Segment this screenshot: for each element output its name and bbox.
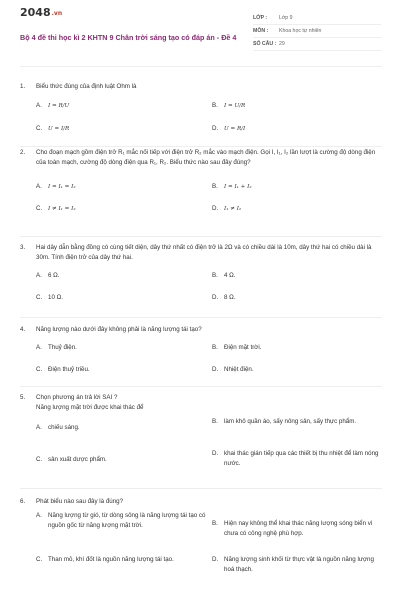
option-text: sản xuất dược phẩm. bbox=[48, 456, 107, 463]
option-text: Thuỷ điện. bbox=[48, 344, 77, 351]
question-number: 6. bbox=[20, 498, 26, 505]
question-number: 1. bbox=[20, 83, 26, 90]
option-a[interactable] bbox=[36, 182, 76, 192]
option-text: làm khô quần áo, sấy nông sản, sấy thực phẩm. bbox=[224, 418, 357, 425]
option-text: 6 Ω. bbox=[48, 272, 60, 279]
info-table bbox=[253, 12, 381, 51]
option-text: I = I₁ = I₂ bbox=[48, 184, 76, 190]
question-number: 2. bbox=[20, 149, 26, 156]
question-divider bbox=[20, 146, 382, 147]
question-number: 3. bbox=[20, 244, 26, 251]
option-letter: C. bbox=[36, 456, 43, 463]
option-c[interactable] bbox=[36, 293, 63, 303]
option-letter: D. bbox=[212, 366, 219, 373]
option-d[interactable] bbox=[212, 293, 236, 303]
question-text: Cho đoạn mạch gồm điện trở R₁ mắc nối tiếp với điện trở R₂ mắc vào mạch điện. Gọi I, I₁, I₂ lần lượt là cường độ dòng điện của toàn mạch, cường độ dòng điện qua R₁, R₂. Biểu thức nào sau đây đúng? bbox=[36, 149, 376, 166]
option-letter: D. bbox=[212, 205, 219, 212]
option-text: 10 Ω. bbox=[48, 294, 63, 301]
option-text: Hiện nay không thể khai thác năng lượng sóng biển vì chưa có công nghệ phù hợp. bbox=[224, 520, 373, 537]
option-c[interactable] bbox=[36, 365, 90, 375]
option-text: U = I/R bbox=[48, 126, 70, 132]
option-letter: A. bbox=[36, 102, 42, 109]
option-text: Than mỏ, khí đốt là nguồn năng lượng tái tạo. bbox=[48, 556, 174, 563]
question-number: 4. bbox=[20, 326, 26, 333]
question-text: Chọn phương án trả lời SAI ? bbox=[36, 394, 118, 401]
option-letter: B. bbox=[212, 183, 218, 190]
question-number: 5. bbox=[20, 394, 26, 401]
question-divider bbox=[20, 386, 382, 387]
option-text: I₁ ≠ I₂ bbox=[224, 206, 242, 212]
option-d[interactable] bbox=[212, 124, 245, 134]
option-b[interactable] bbox=[212, 343, 261, 353]
document-title: Bộ 4 đề thi học kì 2 KHTN 9 Chân trời sáng tạo có đáp án - Đề 4 bbox=[20, 33, 237, 42]
option-letter: B. bbox=[212, 418, 218, 425]
option-a[interactable] bbox=[36, 343, 77, 353]
question-text: Hai dây dẫn bằng đồng có cùng tiết diện, dây thứ nhất có điện trở là 2Ω và có chiều dài là 10m, dây thứ hai có chiều dài là 30m. Tính điện trở của dây thứ hai. bbox=[36, 244, 372, 261]
question-2 bbox=[20, 148, 382, 236]
info-row-count bbox=[253, 38, 381, 51]
option-text: 4 Ω. bbox=[224, 272, 236, 279]
option-letter: C. bbox=[36, 205, 43, 212]
option-letter: A. bbox=[36, 272, 42, 279]
option-letter: B. bbox=[212, 272, 218, 279]
option-b[interactable] bbox=[212, 101, 245, 111]
option-b[interactable] bbox=[212, 519, 382, 539]
option-letter: D. bbox=[212, 450, 219, 457]
option-letter: B. bbox=[212, 520, 218, 527]
question-text: Năng lượng nào dưới đây không phải là năng lượng tái tạo? bbox=[36, 326, 202, 333]
option-text: I ≠ I₁ = I₂ bbox=[48, 206, 76, 212]
question-text: Phát biểu nào sau đây là đúng? bbox=[36, 498, 124, 505]
option-text: U = R/I bbox=[224, 126, 246, 132]
option-letter: D. bbox=[212, 556, 219, 563]
option-d[interactable] bbox=[212, 449, 382, 469]
option-text: Điện mặt trời. bbox=[224, 344, 262, 351]
question-divider bbox=[20, 488, 382, 489]
option-a[interactable] bbox=[36, 511, 206, 531]
question-divider bbox=[20, 236, 382, 237]
option-c[interactable] bbox=[36, 455, 206, 465]
option-c[interactable] bbox=[36, 124, 69, 134]
option-letter: A. bbox=[36, 344, 42, 351]
option-d[interactable] bbox=[212, 555, 382, 575]
option-letter: C. bbox=[36, 366, 43, 373]
info-row-class bbox=[253, 12, 381, 25]
option-c[interactable] bbox=[36, 204, 76, 214]
logo-suffix: .vn bbox=[51, 9, 63, 17]
option-text: I = I₁ + I₂ bbox=[224, 184, 252, 190]
option-b[interactable] bbox=[212, 182, 252, 192]
info-key: SỐ CÂU : bbox=[253, 41, 277, 47]
question-5 bbox=[20, 393, 382, 483]
question-3 bbox=[20, 243, 382, 313]
option-text: I = R/U bbox=[48, 103, 70, 109]
option-text: khai thác gián tiếp qua các thiết bị thu nhiệt để làm nóng nước. bbox=[224, 450, 379, 467]
info-value: 29 bbox=[279, 41, 285, 47]
option-letter: D. bbox=[212, 125, 219, 132]
option-text: Nhiệt điện. bbox=[224, 366, 254, 373]
option-text: 8 Ω. bbox=[224, 294, 236, 301]
question-divider bbox=[20, 317, 382, 318]
option-a[interactable] bbox=[36, 271, 60, 281]
option-text: Điện thuỷ triều. bbox=[48, 366, 90, 373]
question-6 bbox=[20, 497, 382, 597]
option-letter: A. bbox=[36, 512, 42, 519]
header-divider bbox=[20, 66, 382, 67]
option-text: Năng lượng sinh khối từ thực vật là nguồn năng lượng hoá thạch. bbox=[224, 556, 374, 573]
option-b[interactable] bbox=[212, 417, 382, 427]
option-text: I = U/R bbox=[224, 103, 246, 109]
option-d[interactable] bbox=[212, 204, 241, 214]
option-letter: A. bbox=[36, 424, 42, 431]
option-a[interactable] bbox=[36, 423, 206, 433]
question-4 bbox=[20, 325, 382, 385]
option-a[interactable] bbox=[36, 101, 69, 111]
question-subtext: Năng lượng mặt trời được khai thác để bbox=[36, 404, 144, 411]
site-logo[interactable] bbox=[20, 6, 62, 19]
option-d[interactable] bbox=[212, 365, 254, 375]
option-letter: A. bbox=[36, 183, 42, 190]
question-1 bbox=[20, 82, 382, 142]
option-c[interactable] bbox=[36, 555, 206, 565]
logo-text: 2048 bbox=[20, 6, 51, 19]
question-text: Biểu thức đúng của định luật Ohm là bbox=[36, 83, 137, 90]
option-letter: B. bbox=[212, 344, 218, 351]
info-key: LỚP : bbox=[253, 15, 268, 21]
option-letter: C. bbox=[36, 294, 43, 301]
option-letter: B. bbox=[212, 102, 218, 109]
option-letter: D. bbox=[212, 294, 219, 301]
option-b[interactable] bbox=[212, 271, 236, 281]
info-value: Khoa học tự nhiên bbox=[279, 28, 322, 34]
option-text: Năng lượng từ gió, từ dòng sông là năng lượng tái tạo có nguồn gốc từ năng lượng mặt trời. bbox=[48, 512, 206, 529]
option-letter: C. bbox=[36, 556, 43, 563]
info-row-subject bbox=[253, 25, 381, 38]
info-value: Lớp 9 bbox=[279, 15, 293, 21]
option-letter: C. bbox=[36, 125, 43, 132]
option-text: chiếu sáng. bbox=[48, 424, 80, 431]
info-key: MÔN : bbox=[253, 28, 269, 34]
